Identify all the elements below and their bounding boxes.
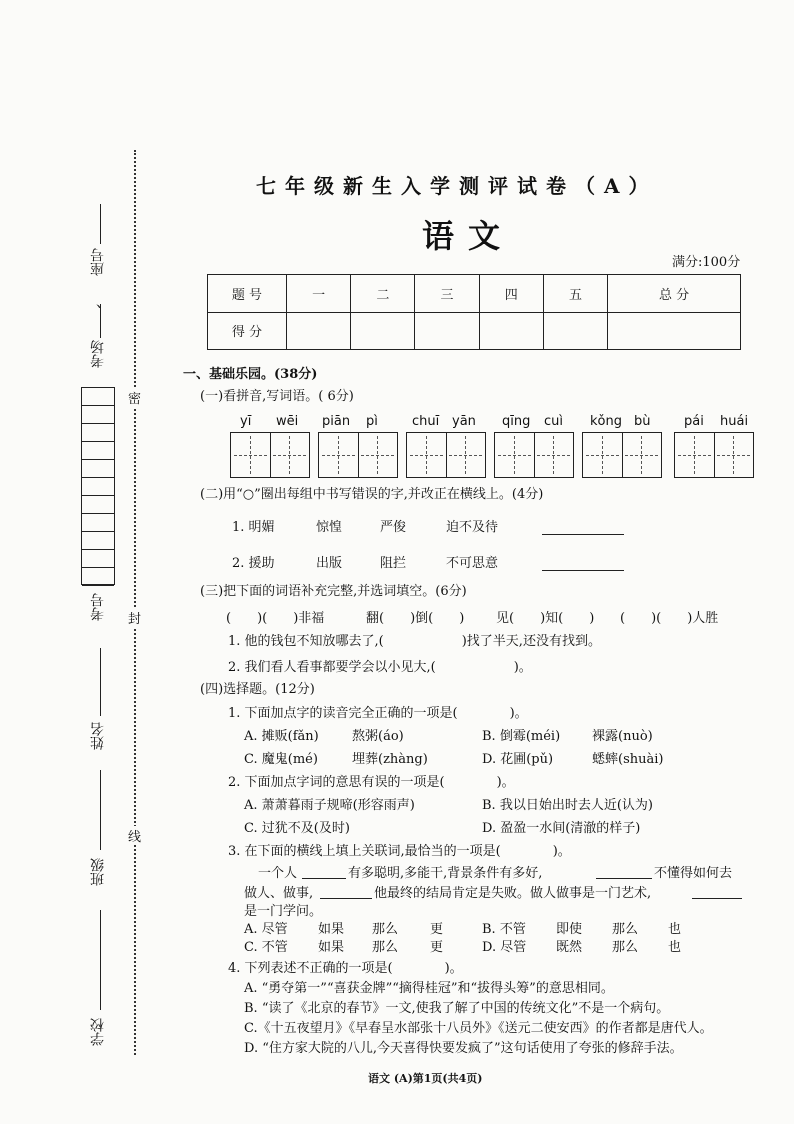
blank-line[interactable] — [320, 898, 372, 899]
part3-heading: (三)把下面的词语补充完整,并选词填空。(6分) — [200, 584, 467, 599]
binding-dotted-line — [134, 150, 136, 1055]
q3-opt: C. 不管 — [244, 940, 288, 955]
p2-word: 阻拦 — [380, 556, 407, 571]
p2-word: 不可思意 — [446, 556, 499, 571]
q1-opt: C. 魔鬼(mé) — [244, 752, 318, 767]
q4-opt: B. “读了《北京的春节》一文,使我了解了中国的传统文化”不是一个病句。 — [244, 1001, 670, 1016]
q3-opt: 如果 — [318, 922, 345, 937]
p3-q2: 2. 我们看人看事都要学会以小见大,( )。 — [228, 660, 532, 675]
score-cell[interactable] — [608, 312, 741, 350]
score-col-1: 一 — [287, 275, 351, 313]
class-line — [100, 770, 101, 850]
exam-no-label: 考号 — [90, 593, 106, 621]
score-header-label: 题 号 — [208, 275, 287, 313]
p2-word: 惊惶 — [316, 520, 343, 535]
pinyin: piān — [322, 414, 351, 429]
q3-opt: A. 尽管 — [244, 922, 288, 937]
answer-line[interactable] — [542, 570, 624, 571]
writing-grid[interactable] — [318, 432, 398, 478]
full-score: 满分:100分 — [672, 255, 741, 270]
score-row-label: 得 分 — [208, 312, 287, 350]
writing-grid[interactable] — [494, 432, 574, 478]
pinyin: cuì — [544, 414, 563, 429]
blank-line[interactable] — [596, 878, 652, 879]
q3-stem: 3. 在下面的横线上填上关联词,最恰当的一项是( )。 — [228, 844, 571, 859]
page-footer: 语文 (A)第1页(共4页) — [368, 1072, 483, 1085]
room-label: 考场 — [90, 340, 106, 368]
q1-opt: 熬粥(áo) — [352, 729, 404, 744]
pinyin: yī — [240, 414, 252, 429]
seat-label: 座号 — [90, 248, 106, 276]
q4-opt: C.《十五夜望月》《早春呈水部张十八员外》《送元二使安西》的作者都是唐代人。 — [244, 1021, 713, 1036]
p3-word: ( )( )非福 — [226, 611, 325, 626]
p3-word: 见( )知( ) — [496, 611, 595, 626]
score-table — [207, 274, 741, 350]
q3-opt: 那么 — [372, 940, 399, 955]
q3-opt: 更 — [430, 940, 444, 955]
q3-opt: 也 — [668, 922, 682, 937]
room-seat-sep: 、 — [96, 295, 110, 311]
p2-word: 2. 援助 — [232, 556, 275, 571]
part2-heading: (二)用“○”圈出每组中书写错误的字,并改正在横线上。(4分) — [200, 487, 544, 502]
q1-opt: B. 倒霉(méi) — [482, 729, 561, 744]
q3-opt: 既然 — [556, 940, 583, 955]
p2-word: 出版 — [316, 556, 343, 571]
exam-title: 七年级新生入学测评试卷（A） — [256, 174, 658, 198]
blank-line[interactable] — [302, 878, 346, 879]
pinyin: wēi — [276, 414, 299, 429]
q3-opt: 更 — [430, 922, 444, 937]
q1-opt: 埋葬(zhàng) — [352, 752, 428, 767]
writing-grid[interactable] — [674, 432, 754, 478]
part4-heading: (四)选择题。(12分) — [200, 682, 315, 697]
score-col-5: 五 — [543, 275, 607, 313]
score-cell[interactable] — [479, 312, 543, 350]
pinyin: yān — [452, 414, 476, 429]
part1-heading: (一)看拼音,写词语。( 6分) — [200, 389, 354, 404]
score-cell[interactable] — [351, 312, 415, 350]
writing-grid[interactable] — [582, 432, 662, 478]
p3-word: 翻( )倒( ) — [366, 611, 465, 626]
q3-opt: B. 不管 — [482, 922, 526, 937]
school-label: 学校 — [90, 1018, 106, 1046]
score-cell[interactable] — [287, 312, 351, 350]
p2-word: 1. 明媚 — [232, 520, 275, 535]
answer-line[interactable] — [542, 534, 624, 535]
q4-stem: 4. 下列表述不正确的一项是( )。 — [228, 961, 463, 976]
writing-grid[interactable] — [230, 432, 310, 478]
q4-opt: D. “住方家大院的八儿,今天喜得快要发疯了”这句话使用了夸张的修辞手法。 — [244, 1041, 683, 1056]
room-line — [100, 304, 101, 338]
q1-opt: 裸露(nuò) — [592, 729, 653, 744]
q3-text: 一个人 — [258, 866, 298, 881]
p2-word: 严俊 — [380, 520, 407, 535]
p2-word: 迫不及待 — [446, 520, 499, 535]
seal-feng: 封 — [128, 608, 141, 627]
q3-text: 他最终的结局肯定是失败。做人做事是一门艺术, — [374, 886, 652, 901]
q4-opt: A. “勇夺第一”“喜获金牌”“摘得桂冠”和“拔得头筹”的意思相同。 — [244, 981, 614, 996]
pinyin: huái — [720, 414, 749, 429]
pinyin: pái — [684, 414, 704, 429]
q1-stem: 1. 下面加点字的读音完全正确的一项是( )。 — [228, 706, 528, 721]
q3-opt: D. 尽管 — [482, 940, 527, 955]
pinyin: kǒng — [590, 414, 622, 429]
seal-xian: 线 — [128, 826, 141, 845]
class-label: 班级 — [90, 858, 106, 886]
q3-text: 做人、做事, — [244, 886, 314, 901]
writing-grid[interactable] — [406, 432, 486, 478]
q3-text: 是一门学问。 — [244, 904, 323, 919]
p3-q1: 1. 他的钱包不知放哪去了,( )找了半天,还没有找到。 — [228, 634, 601, 649]
score-col-4: 四 — [479, 275, 543, 313]
q1-opt: D. 花圃(pǔ) — [482, 752, 554, 767]
score-col-2: 二 — [351, 275, 415, 313]
blank-line[interactable] — [692, 898, 742, 899]
score-col-total: 总 分 — [608, 275, 741, 313]
seal-mi: 密 — [128, 388, 141, 407]
subject-title: 语文 — [422, 217, 515, 255]
q2-opt: D. 盈盈一水间(清澈的样子) — [482, 821, 641, 836]
q3-opt: 那么 — [612, 922, 639, 937]
q2-stem: 2. 下面加点字词的意思有误的一项是( )。 — [228, 775, 515, 790]
score-cell[interactable] — [415, 312, 479, 350]
seat-line — [100, 204, 101, 244]
school-line — [100, 910, 101, 1010]
q3-text: 不懂得如何去 — [654, 866, 733, 881]
exam-number-boxes — [81, 387, 115, 585]
score-col-3: 三 — [415, 275, 479, 313]
pinyin: bù — [634, 414, 651, 429]
q2-opt: C. 过犹不及(及时) — [244, 821, 350, 836]
q1-opt: A. 摊贩(fǎn) — [244, 729, 319, 744]
pinyin: chuī — [412, 414, 440, 429]
q3-opt: 即使 — [556, 922, 583, 937]
score-cell[interactable] — [543, 312, 607, 350]
q3-opt: 那么 — [372, 922, 399, 937]
q2-opt: B. 我以日始出时去人近(认为) — [482, 798, 653, 813]
pinyin: qīng — [502, 414, 531, 429]
q1-opt: 蟋蟀(shuài) — [592, 752, 664, 767]
section1-heading: 一、基础乐园。(38分) — [183, 367, 318, 382]
q3-opt: 如果 — [318, 940, 345, 955]
name-label: 姓名 — [90, 722, 106, 750]
q3-opt: 那么 — [612, 940, 639, 955]
q3-text: 有多聪明,多能干,背景条件有多好, — [348, 866, 543, 881]
name-line — [100, 648, 101, 716]
q3-opt: 也 — [668, 940, 682, 955]
q2-opt: A. 萧萧暮雨子规啼(形容雨声) — [244, 798, 415, 813]
p3-word: ( )( )人胜 — [620, 611, 719, 626]
pinyin: pì — [366, 414, 378, 429]
